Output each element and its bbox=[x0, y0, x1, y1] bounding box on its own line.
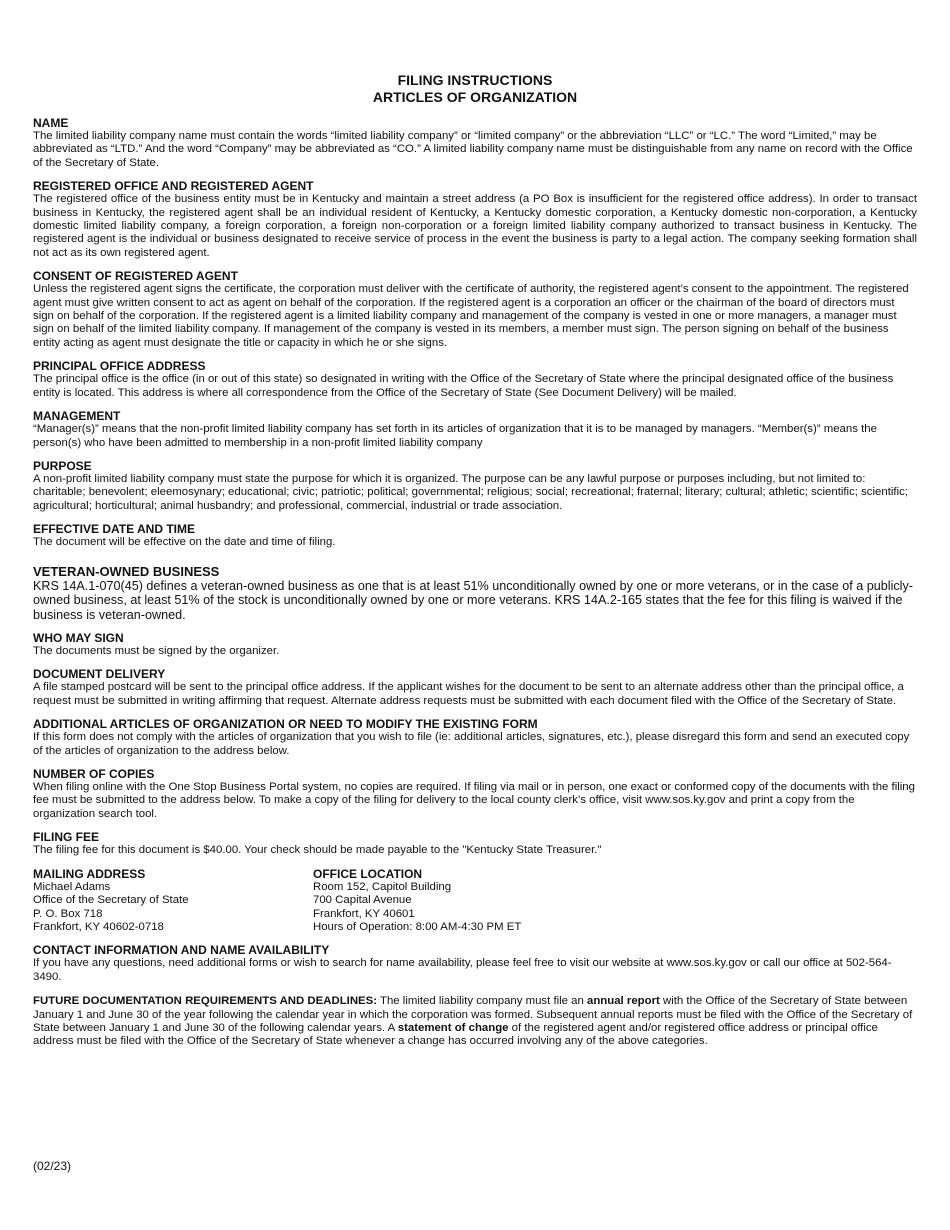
section-name bbox=[33, 116, 917, 170]
section-heading: WHO MAY SIGN bbox=[33, 631, 124, 646]
section-heading: MANAGEMENT bbox=[33, 409, 121, 424]
address-line: Hours of Operation: 8:00 AM-4:30 PM ET bbox=[313, 920, 522, 933]
section-body: The documents must be signed by the organizer. bbox=[33, 645, 280, 658]
section-heading: PURPOSE bbox=[33, 458, 92, 473]
address-line: Room 152, Capitol Building bbox=[313, 880, 452, 893]
form-revision-code: (02/23) bbox=[33, 1159, 72, 1173]
section-management bbox=[33, 409, 917, 450]
section-body: If this form does not comply with the articles of organization that you wish to file (ie: additional articles, signatures, etc.), please disregard this form and send an executed copy of the articles of organization to the address below. bbox=[33, 731, 910, 757]
address-line: Michael Adams bbox=[33, 880, 111, 893]
section-body: Unless the registered agent signs the certificate, the corporation must deliver with the certificate of authority, the registered agent’s consent to the appointment. The registered agent must give written consent to act as agent on behalf of the corporation. If the registered agent is a corporation an officer or the chairman of the board of directors must sign on behalf of the corporation. If the registered agent is a limited liability company and management of the company is vested in one or more managers, a manager must sign on behalf of the limited liability company. If management of the company is vested in its members, a member must sign. The person signing on behalf of the business entity acting as agent must designate the title or capacity in which he or she signs. bbox=[33, 283, 909, 349]
address-line: Office of the Secretary of State bbox=[33, 894, 189, 907]
section-heading: REGISTERED OFFICE AND REGISTERED AGENT bbox=[33, 179, 314, 194]
section-veteran-owned bbox=[33, 564, 917, 623]
section-registered-office bbox=[33, 179, 917, 260]
section-contact-information bbox=[33, 943, 917, 984]
section-body: “Manager(s)” means that the non-profit limited liability company has set forth in its articles of organization that it is to be managed by managers. “Member(s)” means the person(s) who have been admitted to membership in a non-profit limited liability company bbox=[33, 423, 877, 449]
section-body: The principal office is the office (in or out of this state) so designated in writing with the Office of the Secretary of State where the principal designated office of the business entity is located. This address is where all correspondence from the Office of the Secretary of State (See Document Delivery) will be mailed. bbox=[33, 373, 894, 399]
section-purpose bbox=[33, 459, 917, 513]
section-who-may-sign bbox=[33, 631, 917, 658]
address-line: Frankfort, KY 40601 bbox=[313, 907, 415, 920]
section-heading: VETERAN-OWNED BUSINESS bbox=[33, 563, 220, 579]
future-text-3: of the registered agent and/or registered office address or principal office address must be filed with the Office of the Secretary of State whenever a change has occurred involving any of the above categories. bbox=[33, 1021, 878, 1048]
section-heading: NUMBER OF COPIES bbox=[33, 767, 155, 782]
address-block bbox=[33, 867, 917, 935]
section-additional-articles bbox=[33, 717, 917, 758]
section-heading: OFFICE LOCATION bbox=[313, 866, 423, 881]
future-text-2: with the Office of the Secretary of State between January 1 and June 30 of the year following the calendar year in which the corporation was formed. Subsequent annual reports must be filed with the Office of the Secretary of State between January 1 and June 30 of the following calendar years. A bbox=[33, 995, 913, 1034]
section-heading: ADDITIONAL ARTICLES OF ORGANIZATION OR NEED TO MODIFY THE EXISTING FORM bbox=[33, 717, 538, 732]
statement-of-change-term: statement of change bbox=[397, 1021, 509, 1034]
section-body: When filing online with the One Stop Business Portal system, no copies are required. If filing via mail or in person, one exact or conformed copy of the documents with the filing fee must be submitted to the address below. To make a copy of the filing for delivery to the local county clerk’s office, visit www.sos.ky.gov and print a copy from the organization search tool. bbox=[33, 781, 915, 820]
section-heading: CONTACT INFORMATION AND NAME AVAILABILITY bbox=[33, 943, 330, 958]
section-filing-fee bbox=[33, 830, 917, 857]
section-effective-date bbox=[33, 522, 917, 549]
address-line: Frankfort, KY 40602-0718 bbox=[33, 920, 164, 933]
section-number-of-copies bbox=[33, 767, 917, 821]
instructions-page bbox=[33, 72, 917, 1058]
section-body: A non-profit limited liability company must state the purpose for which it is organized. The purpose can be any lawful purpose or purposes including, but not limited to: charitable; benevolent; eleemosynary; educational; civic; patriotic; political; governmental; religious; social; recreational; fraternal; literary; cultural; athletic; scientific; scientific; agricultural; horticultural; animal husbandry; and professional, commercial, industrial or trade association. bbox=[33, 472, 908, 512]
section-heading: FILING FEE bbox=[33, 830, 99, 845]
section-body: KRS 14A.1-070(45) defines a veteran-owned business as one that is at least 51% unconditionally owned by one or more veterans, or in the case of a publicly-owned business, at least 51% of the stock is unconditionally owned by one or more veterans. KRS 14A.2-165 states that the fee for this filing is waived if the business is veteran-owned. bbox=[33, 578, 913, 622]
address-line: 700 Capital Avenue bbox=[313, 894, 412, 907]
section-body: A file stamped postcard will be sent to the principal office address. If the applicant wishes for the document to be sent to an alternate address other than the principal office, a request must be submitted in writing affirming that request. Alternate address requests must be submitted with each document filed with the Office of the Secretary of State. bbox=[33, 681, 904, 707]
mailing-address bbox=[33, 867, 313, 935]
section-body: The limited liability company name must contain the words “limited liability company” or “limited company” or the abbreviation “LLC” or “LC.” The word “Limited,” may be abbreviated as “LTD.” And the word “Company” may be abbreviated as “CO.” A limited liability company name must be distinguishable from any name on record with the Office of the Secretary of State. bbox=[33, 130, 913, 169]
section-body: The document will be effective on the date and time of filing. bbox=[33, 536, 336, 549]
section-consent bbox=[33, 269, 917, 350]
section-heading: FUTURE DOCUMENTATION REQUIREMENTS AND DEADLINES: bbox=[33, 995, 378, 1008]
title-line-1: FILING INSTRUCTIONS bbox=[397, 72, 553, 88]
address-line: P. O. Box 718 bbox=[33, 907, 103, 920]
section-document-delivery bbox=[33, 667, 917, 708]
section-body: The filing fee for this document is $40.00. Your check should be made payable to the "Kentucky State Treasurer." bbox=[33, 844, 602, 857]
future-text-1: The limited liability company must file an bbox=[377, 995, 588, 1008]
page-title bbox=[33, 72, 917, 106]
title-line-2: ARTICLES OF ORGANIZATION bbox=[372, 89, 578, 105]
section-heading: PRINCIPAL OFFICE ADDRESS bbox=[33, 359, 206, 374]
section-heading: NAME bbox=[33, 116, 69, 130]
section-heading: DOCUMENT DELIVERY bbox=[33, 667, 166, 682]
section-principal-office bbox=[33, 359, 917, 400]
section-future-requirements bbox=[33, 995, 917, 1049]
office-location bbox=[313, 867, 633, 935]
section-heading: EFFECTIVE DATE AND TIME bbox=[33, 522, 195, 537]
section-body: The registered office of the business entity must be in Kentucky and maintain a street address (a PO Box is insufficient for the registered office address). In order to transact business in Kentucky, the registered agent shall be an individual resident of Kentucky, a Kentucky domestic corporation, a Kentucky domestic non-corporation, a Kentucky domestic limited liability company, a foreign corporation, a foreign non-corporation or a foreign limited liability company authorized to transact business in Kentucky. The registered agent is the individual or business designated to receive service of process in the event the business is party to a legal action. The company seeking formation shall not act as its own registered agent. bbox=[33, 193, 917, 259]
section-heading: MAILING ADDRESS bbox=[33, 866, 146, 881]
annual-report-term: annual report bbox=[587, 995, 660, 1008]
section-body: If you have any questions, need additional forms or wish to search for name availability, please feel free to visit our website at www.sos.ky.gov or call our office at 502-564-3490. bbox=[33, 957, 892, 983]
section-heading: CONSENT OF REGISTERED AGENT bbox=[33, 269, 238, 284]
